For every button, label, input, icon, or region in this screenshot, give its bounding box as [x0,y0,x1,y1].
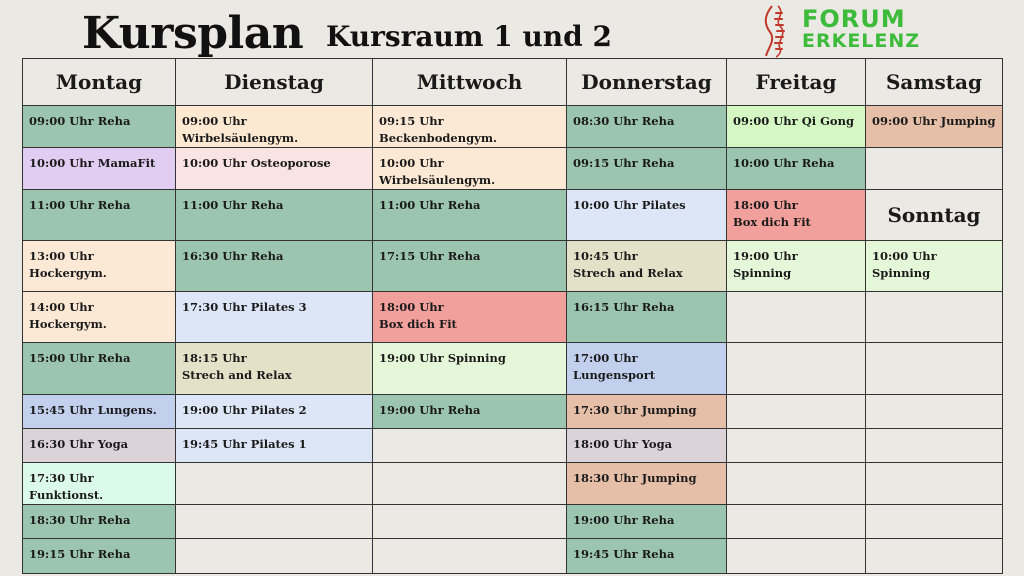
course-cell-montag [23,190,176,241]
course-text: Strech and Relax [182,368,292,382]
course-text: 11:00 Uhr Reha [182,198,284,212]
course-text: 14:00 Uhr Hockergym. [29,300,107,331]
table-row [23,292,1003,343]
course-cell-freitag [727,241,866,292]
empty-cell [866,505,1003,539]
course-cell-donnerstag [567,429,727,463]
course-text: 16:15 Uhr Reha [573,300,675,314]
day-header-montag: Montag [23,59,176,106]
course-text: 10:00 Uhr Wirbelsäulengym. [379,156,496,187]
empty-cell [866,148,1003,190]
course-text: Box dich Fit [379,317,457,331]
course-cell-mittwoch [373,395,567,429]
empty-cell [727,395,866,429]
course-cell-freitag [727,190,866,241]
table-row [23,343,1003,395]
course-cell-dienstag [176,148,373,190]
course-cell-montag [23,505,176,539]
course-text: 13:00 Uhr Hockergym. [29,249,107,280]
course-cell-donnerstag [567,463,727,505]
spine-icon [758,4,798,58]
course-text: 09:15 Uhr Beckenbodengym. [379,114,498,145]
course-cell-donnerstag [567,148,727,190]
day-header-freitag: Freitag [727,59,866,106]
course-text: 18:30 Uhr Jumping [573,471,697,485]
empty-cell [727,539,866,574]
course-cell-dienstag [176,343,373,395]
course-text: 09:00 Uhr Qi Gong [733,114,854,128]
course-text: Box dich Fit [733,215,811,229]
empty-cell [727,292,866,343]
empty-cell [727,343,866,395]
course-text: 17:30 Uhr Jumping [573,403,697,417]
course-text: 10:45 Uhr [573,249,638,263]
course-cell-montag [23,106,176,148]
empty-cell [176,463,373,505]
course-cell-donnerstag [567,395,727,429]
course-text: 19:00 Uhr Reha [379,403,481,417]
course-text: 19:45 Uhr Pilates 1 [182,437,307,451]
course-text: 16:30 Uhr Yoga [29,437,129,451]
course-text: 19:00 Uhr Reha [573,513,675,527]
empty-cell [866,539,1003,574]
forum-erkelenz-logo [758,4,928,58]
course-text: 17:15 Uhr Reha [379,249,481,263]
course-cell-dienstag [176,395,373,429]
course-text: 10:00 Uhr Osteoporose [182,156,331,170]
course-cell-montag [23,395,176,429]
course-cell-donnerstag [567,343,727,395]
course-cell-dienstag [176,190,373,241]
empty-cell [373,539,567,574]
empty-cell [866,395,1003,429]
course-cell-mittwoch [373,241,567,292]
course-text: 19:00 Uhr Spinning [379,351,506,365]
course-cell-mittwoch [373,343,567,395]
course-text: Strech and Relax [573,266,683,280]
course-cell-montag [23,463,176,505]
course-cell-mittwoch [373,148,567,190]
course-text: 16:30 Uhr Reha [182,249,284,263]
course-cell-dienstag [176,429,373,463]
course-cell-samstag [866,241,1003,292]
table-row [23,190,1003,241]
table-row [23,505,1003,539]
course-cell-freitag [727,106,866,148]
course-text: 09:00 Uhr Reha [29,114,131,128]
empty-cell [866,429,1003,463]
course-cell-montag [23,241,176,292]
course-text: 11:00 Uhr Reha [29,198,131,212]
course-text: 10:00 Uhr Pilates [573,198,686,212]
page-title: Kursplan [82,8,304,59]
course-cell-montag [23,292,176,343]
empty-cell [176,505,373,539]
empty-cell [727,429,866,463]
table-row [23,539,1003,574]
course-text: 11:00 Uhr Reha [379,198,481,212]
course-cell-montag [23,539,176,574]
course-text: 19:00 Uhr Pilates 2 [182,403,307,417]
course-text: 17:30 Uhr Funktionst. [29,471,104,502]
day-header-mittwoch: Mittwoch [373,59,567,106]
course-text: 10:00 Uhr MamaFit [29,156,156,170]
table-row [23,395,1003,429]
day-header-donnerstag: Donnerstag [567,59,727,106]
course-cell-donnerstag [567,190,727,241]
logo-line-erkelenz: ERKELENZ [802,30,921,52]
course-text: 18:15 Uhr [182,351,247,365]
course-text: 10:00 Uhr Spinning [872,249,937,280]
course-text: 18:00 Uhr [379,300,444,314]
course-text: 17:30 Uhr Pilates 3 [182,300,307,314]
empty-cell [176,539,373,574]
course-text: 15:45 Uhr Lungens. [29,403,157,417]
course-cell-donnerstag [567,539,727,574]
course-cell-montag [23,429,176,463]
empty-cell [866,292,1003,343]
course-text: 19:45 Uhr Reha [573,547,675,561]
course-cell-donnerstag [567,241,727,292]
course-cell-donnerstag [567,106,727,148]
table-row [23,148,1003,190]
course-text: 18:00 Uhr Yoga [573,437,673,451]
course-cell-mittwoch [373,292,567,343]
page-subtitle: Kursraum 1 und 2 [326,20,612,53]
table-row [23,241,1003,292]
course-cell-montag [23,148,176,190]
empty-cell [866,463,1003,505]
day-header-samstag: Samstag [866,59,1003,106]
course-text: 08:30 Uhr Reha [573,114,675,128]
course-text: 18:30 Uhr Reha [29,513,131,527]
day-header-dienstag: Dienstag [176,59,373,106]
course-cell-dienstag [176,241,373,292]
course-cell-freitag [727,148,866,190]
course-text: 18:00 Uhr [733,198,798,212]
course-text: 15:00 Uhr Reha [29,351,131,365]
course-cell-dienstag [176,292,373,343]
course-cell-montag [23,343,176,395]
course-cell-samstag [866,106,1003,148]
empty-cell [866,343,1003,395]
empty-cell [727,463,866,505]
empty-cell [373,505,567,539]
course-text: 19:15 Uhr Reha [29,547,131,561]
course-cell-mittwoch [373,190,567,241]
empty-cell [373,429,567,463]
table-row [23,429,1003,463]
empty-cell [373,463,567,505]
logo-line-forum: FORUM [802,5,906,33]
day-header-sonntag: Sonntag [866,190,1003,241]
table-row [23,463,1003,505]
course-cell-mittwoch [373,106,567,148]
table-row [23,106,1003,148]
course-text: 19:00 Uhr Spinning [733,249,798,280]
course-cell-dienstag [176,106,373,148]
day-header-row [23,59,1003,106]
course-text: 17:00 Uhr Lungensport [573,351,656,382]
course-text: 10:00 Uhr Reha [733,156,835,170]
course-cell-donnerstag [567,292,727,343]
course-cell-donnerstag [567,505,727,539]
empty-cell [727,505,866,539]
course-text: 09:15 Uhr Reha [573,156,675,170]
course-text: 09:00 Uhr Wirbelsäulengym. [182,114,299,145]
schedule-table [22,58,1003,574]
course-text: 09:00 Uhr Jumping [872,114,996,128]
